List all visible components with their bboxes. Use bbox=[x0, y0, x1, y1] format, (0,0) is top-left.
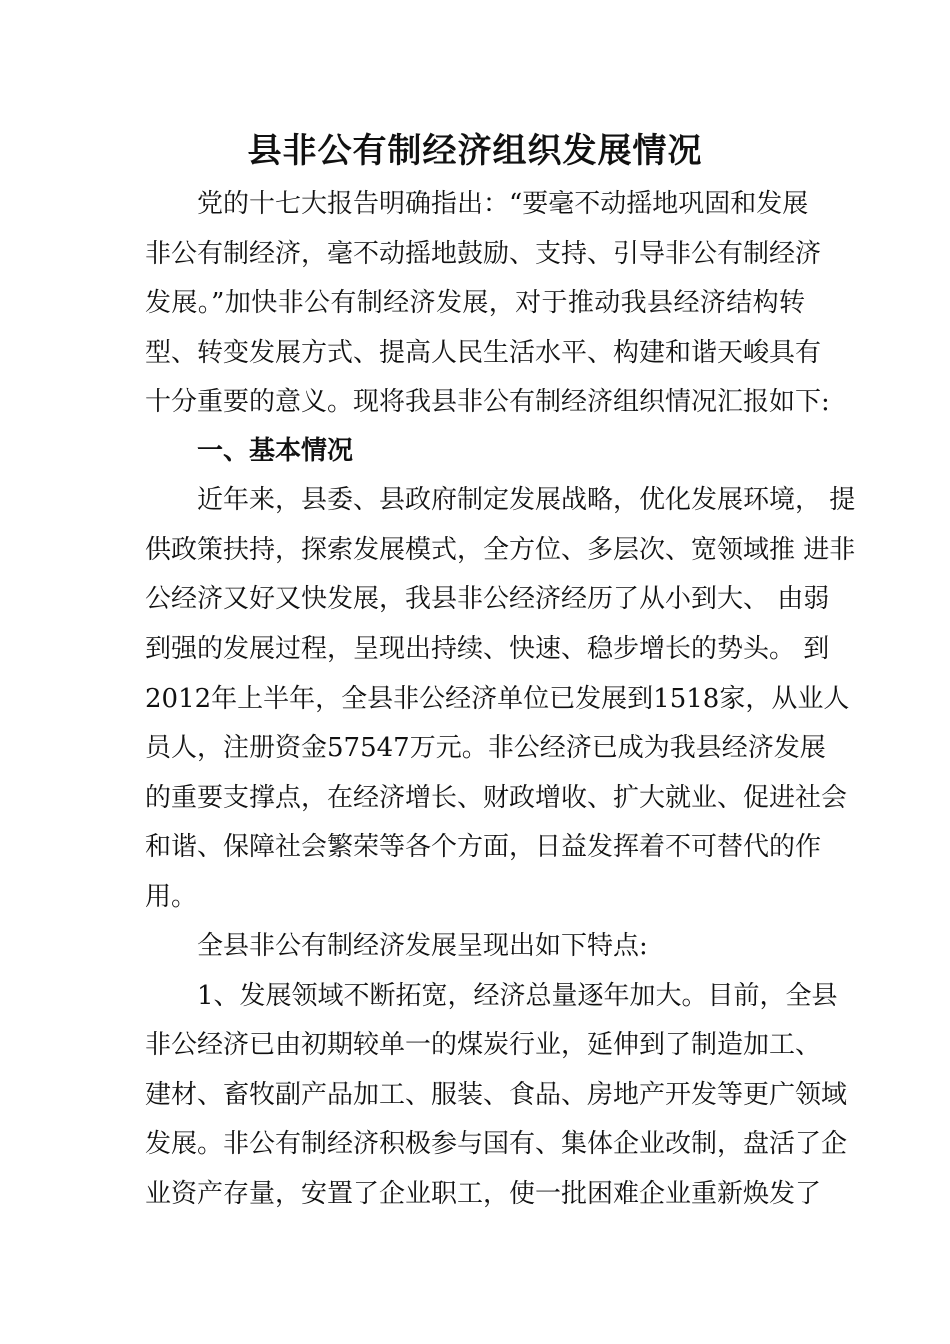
document-title: 县非公有制经济组织发展情况 bbox=[247, 131, 703, 171]
body-text-line: 公经济又好又快发展，我县非公经济经历了从小到大、 由弱 bbox=[145, 584, 830, 614]
body-text-line: 近年来，县委、县政府制定发展战略，优化发展环境， 提 bbox=[197, 485, 856, 515]
body-text-line: 用。 bbox=[145, 882, 198, 912]
body-text-line: 2012年上半年，全县非公经济单位已发展到1518家，从业人 bbox=[145, 684, 850, 714]
body-text-line: 供政策扶持，探索发展模式，全方位、多层次、宽领域推 进非 bbox=[145, 535, 856, 565]
section-heading: 一、基本情况 bbox=[197, 436, 354, 466]
body-text-line: 型、转变发展方式、提高人民生活水平、构建和谐天峻具有 bbox=[145, 338, 822, 368]
body-text-line: 到强的发展过程，呈现出持续、快速、稳步增长的势头。 到 bbox=[145, 634, 830, 664]
body-text-line: 党的十七大报告明确指出：“要毫不动摇地巩固和发展 bbox=[197, 189, 809, 219]
body-text-line: 的重要支撑点，在经济增长、财政增收、扩大就业、促进社会 bbox=[145, 783, 848, 813]
body-text-line: 全县非公有制经济发展呈现出如下特点: bbox=[197, 931, 648, 961]
body-text-line: 业资产存量，安置了企业职工，使一批困难企业重新焕发了 bbox=[145, 1179, 822, 1209]
body-text-line: 发展。非公有制经济积极参与国有、集体企业改制，盘活了企 bbox=[145, 1129, 848, 1159]
body-text-line: 员人，注册资金57547万元。非公经济已成为我县经济发展 bbox=[145, 733, 826, 763]
body-text-line: 和谐、保障社会繁荣等各个方面，日益发挥着不可替代的作 bbox=[145, 832, 822, 862]
body-text-line: 建材、畜牧副产品加工、服装、食品、房地产开发等更广领域 bbox=[145, 1080, 848, 1110]
body-text-line: 非公经济已由初期较单一的煤炭行业，延伸到了制造加工、 bbox=[145, 1030, 822, 1060]
body-text-line: 发展。”加快非公有制经济发展，对于推动我县经济结构转 bbox=[145, 288, 805, 318]
body-text-line: 十分重要的意义。现将我县非公有制经济组织情况汇报如下: bbox=[145, 387, 830, 417]
body-text-line: 1、发展领域不断拓宽，经济总量逐年加大。目前，全县 bbox=[197, 981, 838, 1011]
body-text-line: 非公有制经济，毫不动摇地鼓励、支持、引导非公有制经济 bbox=[145, 239, 822, 269]
